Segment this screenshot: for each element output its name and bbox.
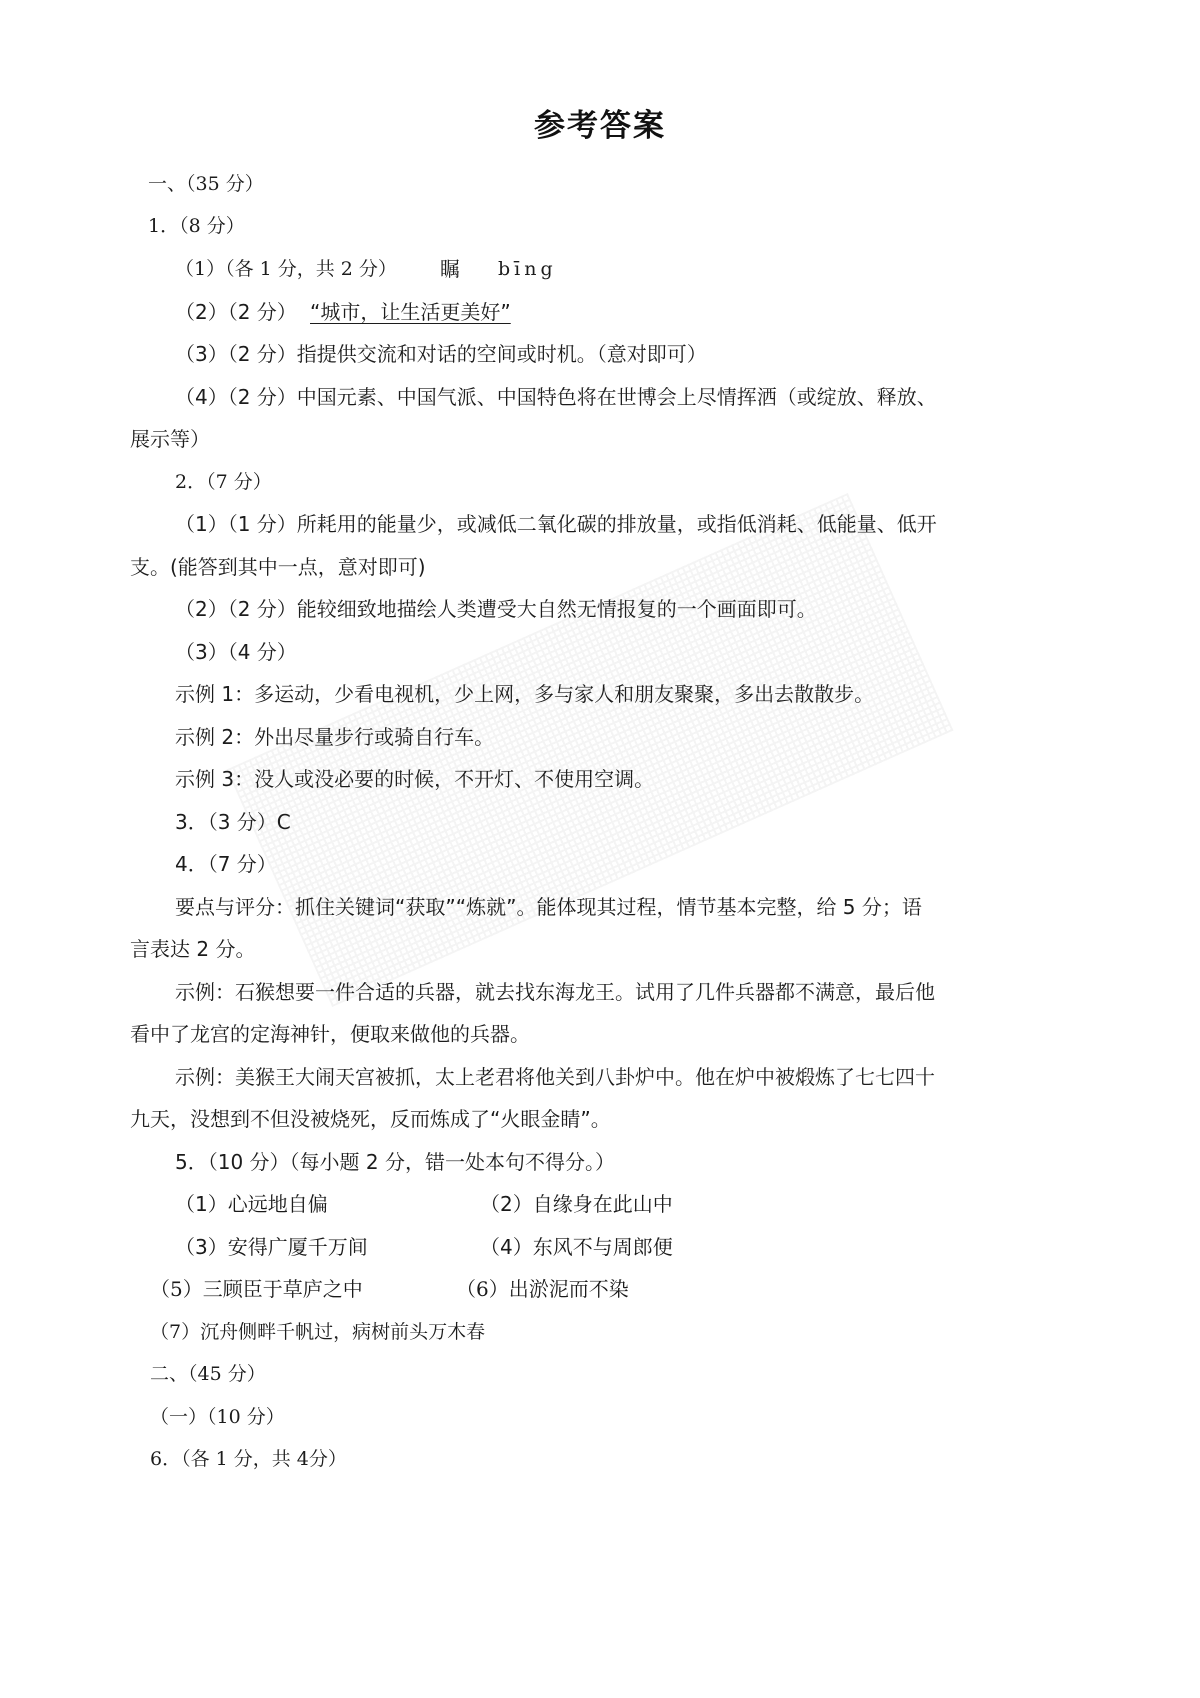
answer-1-1-pinyin: bīng xyxy=(498,258,557,280)
question-4-heading: 4．（7 分） xyxy=(175,852,277,876)
answer-5-2: （2）自缘身在此山中 xyxy=(480,1192,673,1216)
answer-2-3-label: （3）（4 分） xyxy=(175,640,297,664)
answer-2-2: （2）（2 分）能较细致地描绘人类遭受大自然无情报复的一个画面即可。 xyxy=(175,597,817,621)
answer-1-2-slogan: “城市，让生活更美好” xyxy=(310,300,511,324)
answer-2-1-line1: （1）（1 分）所耗用的能量少，或减低二氧化碳的排放量，或指低消耗、低能量、低开 xyxy=(175,512,937,536)
question-2-heading: 2．（7 分） xyxy=(175,471,272,493)
answer-5-3: （3）安得广厦千万间 xyxy=(175,1235,368,1259)
section-one-heading: 一、（35 分） xyxy=(148,173,264,195)
answer-5-7: （7）沉舟侧畔千帆过，病树前头万木春 xyxy=(150,1321,486,1343)
answer-4-scoring-line2: 言表达 2 分。 xyxy=(130,937,256,961)
answer-5-6: （6）出淤泥而不染 xyxy=(456,1277,629,1301)
example-1: 示例 1：多运动，少看电视机，少上网，多与家人和朋友聚聚，多出去散散步。 xyxy=(175,682,875,706)
answer-2-1-line2: 支。(能答到其中一点，意对即可) xyxy=(130,555,426,579)
section-two-heading: 二、（45 分） xyxy=(150,1363,266,1385)
answer-5-5: （5）三顾臣于草庐之中 xyxy=(150,1277,363,1301)
answer-4-example1-line2: 看中了龙宫的定海神针，便取来做他的兵器。 xyxy=(130,1022,530,1046)
answer-1-1-label: （1）（各 1 分，共 2 分） xyxy=(175,258,397,280)
answer-1-2-label: （2）（2 分） xyxy=(175,300,297,324)
answer-4-example2-line2: 九天，没想到不但没被烧死，反而炼成了“火眼金睛”。 xyxy=(130,1107,611,1131)
section-two-part-one: （一）（10 分） xyxy=(150,1406,285,1428)
answer-4-example1-line1: 示例：石猴想要一件合适的兵器，就去找东海龙王。试用了几件兵器都不满意，最后他 xyxy=(175,980,935,1004)
answer-1-4-line1: （4）（2 分）中国元素、中国气派、中国特色将在世博会上尽情挥洒（或绽放、释放、 xyxy=(175,385,937,409)
question-6-heading: 6．（各 1 分，共 4分） xyxy=(150,1448,347,1470)
answer-3: 3．（3 分）C xyxy=(175,810,291,834)
answer-1-3: （3）（2 分）指提供交流和对话的空间或时机。（意对即可） xyxy=(175,342,707,366)
answer-1-4-line2: 展示等） xyxy=(130,427,210,451)
answer-5-1: （1）心远地自偏 xyxy=(175,1192,328,1216)
page-title: 参考答案 xyxy=(534,108,666,144)
answer-4-example2-line1: 示例：美猴王大闹天宫被抓，太上老君将他关到八卦炉中。他在炉中被煅炼了七七四十 xyxy=(175,1065,935,1089)
example-2: 示例 2：外出尽量步行或骑自行车。 xyxy=(175,725,495,749)
answer-5-4: （4）东风不与周郎便 xyxy=(480,1235,673,1259)
question-5-heading: 5．（10 分）（每小题 2 分，错一处本句不得分。） xyxy=(175,1150,615,1174)
answer-4-scoring-line1: 要点与评分：抓住关键词“获取”“炼就”。能体现其过程，情节基本完整，给 5 分；语 xyxy=(175,895,922,919)
question-1-heading: 1．（8 分） xyxy=(148,215,245,237)
example-3: 示例 3：没人或没必要的时候，不开灯、不使用空调。 xyxy=(175,767,655,791)
answer-1-1-char: 瞩 xyxy=(440,257,460,281)
